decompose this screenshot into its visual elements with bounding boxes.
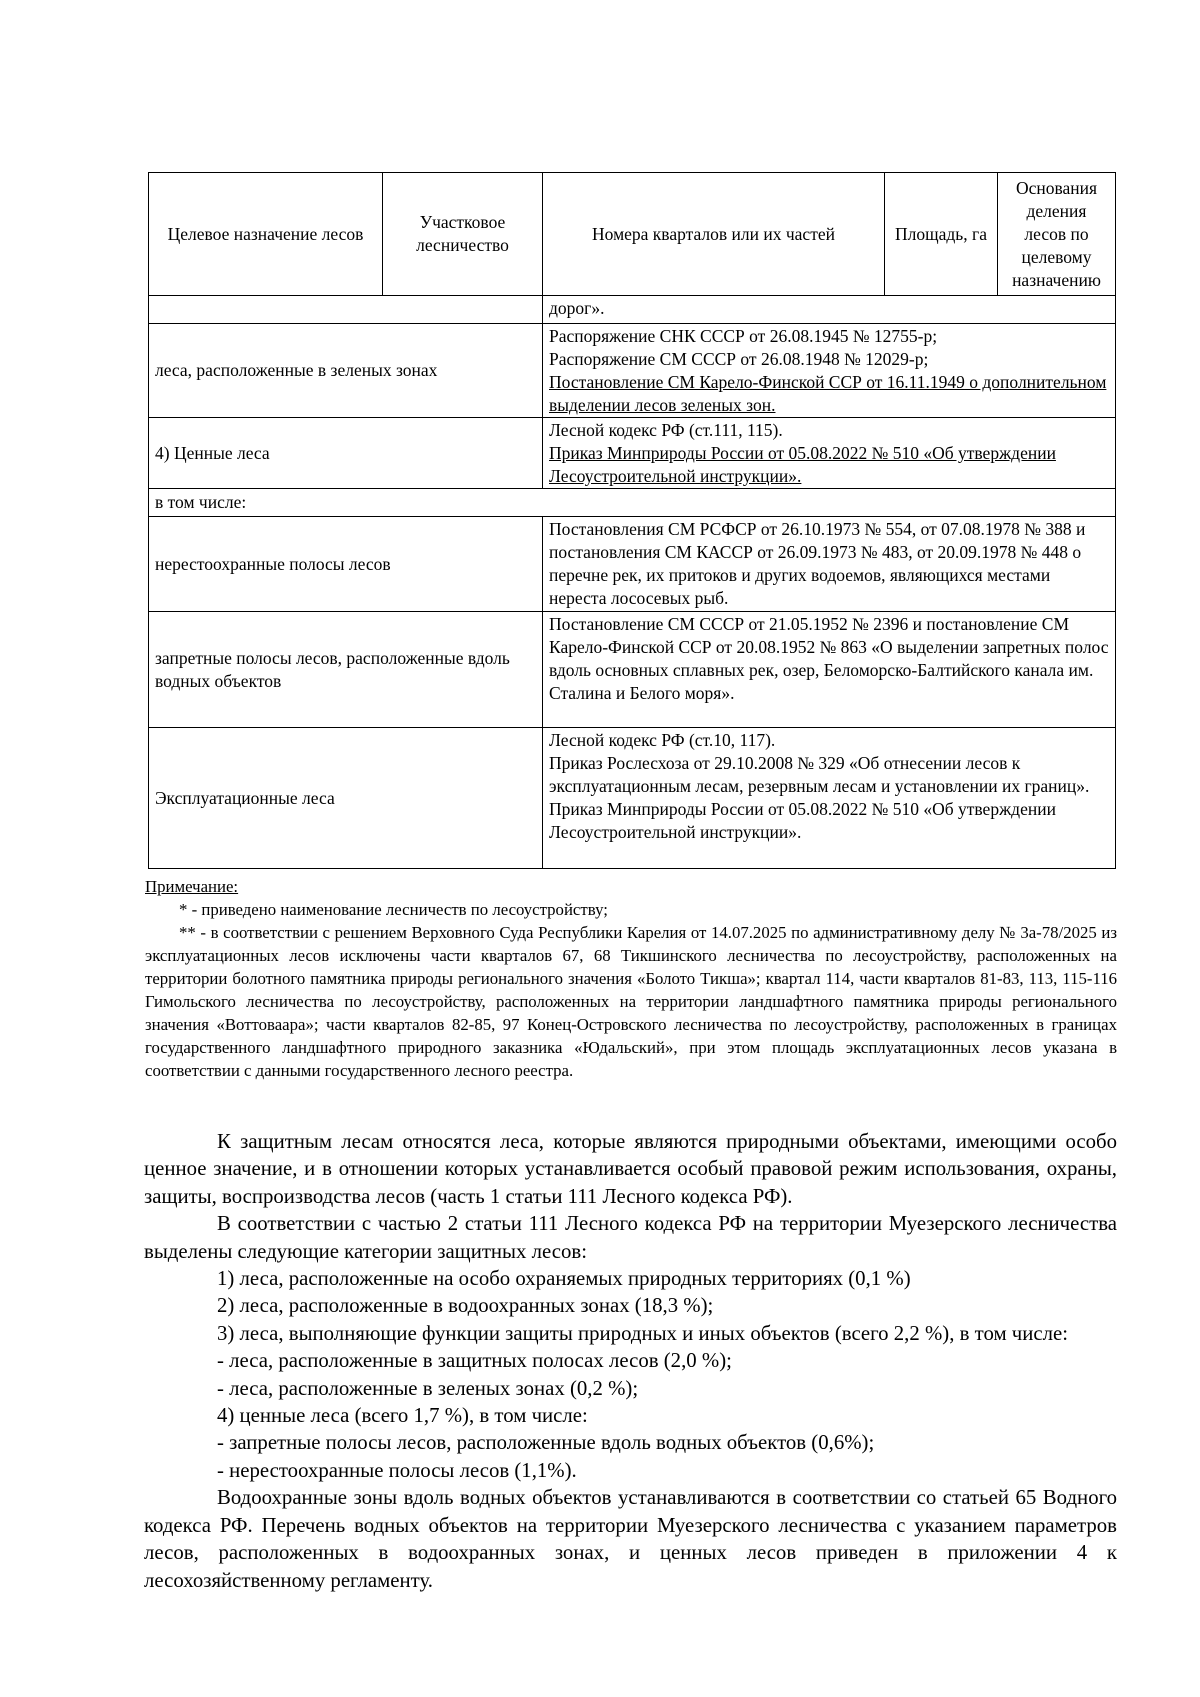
- list-item: 2) леса, расположенные в водоохранных зонах (18,3 %);: [217, 1294, 714, 1318]
- row-label: [149, 296, 543, 324]
- doc-line: Распоряжение СМ СССР от 26.08.1948 № 12029-р;: [549, 349, 929, 369]
- doc-line: Приказ Минприроды России от 05.08.2022 № 510 «Об утверждении Лесоустроительной инструкции».: [549, 443, 1056, 486]
- row-doc: [543, 418, 1116, 489]
- doc-line: Распоряжение СНК СССР от 26.08.1945 № 12755-р;: [549, 326, 938, 346]
- row-doc: [543, 728, 1116, 869]
- paragraph: Водоохранные зоны вдоль водных объектов устанавливаются в соответствии со статьей 65 Водного кодекса РФ. Перечень водных объектов на территории Муезерского лесничества с указанием параметров лесов, расположенных в водоохранных зонах, и ценных лесов приведен в приложении 4 к лесохозяйственному регламенту.: [144, 1486, 1117, 1592]
- table-notes: [145, 875, 1117, 1082]
- table-row: [149, 728, 1116, 869]
- list-item: - запретные полосы лесов, расположенные вдоль водных объектов (0,6%);: [217, 1431, 875, 1455]
- row-label: в том числе:: [149, 489, 1116, 517]
- table-row: [149, 612, 1116, 728]
- header-area: Площадь, га: [885, 173, 998, 296]
- row-label: запретные полосы лесов, расположенные вдоль водных объектов: [149, 612, 543, 728]
- header-quarters: Номера кварталов или их частей: [543, 173, 885, 296]
- row-label: Эксплуатационные леса: [149, 728, 543, 869]
- doc-line: дорог».: [549, 298, 605, 318]
- row-doc: [543, 612, 1116, 728]
- notes-title: Примечание:: [145, 877, 239, 896]
- doc-line: Постановления СМ РСФСР от 26.10.1973 № 554, от 07.08.1978 № 388 и постановления СМ КАССР от 26.09.1973 № 483, от 20.09.1978 № 448 о перечне рек, их притоков и других водоемов, являющихся местами нереста лососевых рыб.: [549, 519, 1086, 608]
- list-item: - леса, расположенные в зеленых зонах (0,2 %);: [217, 1376, 639, 1400]
- table-row: [149, 517, 1116, 612]
- body-text: [144, 1128, 1117, 1594]
- list-item: 1) леса, расположенные на особо охраняемых природных территориях (0,1 %): [217, 1267, 911, 1291]
- table-row: [149, 296, 1116, 324]
- doc-line: Лесной кодекс РФ (ст.111, 115).: [549, 420, 783, 440]
- doc-line: Постановление СМ Карело-Финской ССР от 16.11.1949 о дополнительном выделении лесов зеленых зон.: [549, 372, 1107, 415]
- doc-line: Приказ Рослесхоза от 29.10.2008 № 329 «Об отнесении лесов к эксплуатационным лесам, резервным лесам и установлении их границ».: [549, 753, 1090, 796]
- header-basis: Основания деления лесов по целевому назначению: [998, 173, 1116, 296]
- table-row: [149, 324, 1116, 418]
- forest-purpose-table: [148, 172, 1116, 869]
- note-item: * - приведено наименование лесничеств по лесоустройству;: [179, 900, 608, 919]
- doc-line: Лесной кодекс РФ (ст.10, 117).: [549, 730, 776, 750]
- row-label: леса, расположенные в зеленых зонах: [149, 324, 543, 418]
- row-doc: [543, 296, 1116, 324]
- paragraph: 3) леса, выполняющие функции защиты природных и иных объектов (всего 2,2 %), в том числе:: [217, 1321, 1069, 1345]
- list-item: - леса, расположенные в защитных полосах лесов (2,0 %);: [217, 1349, 732, 1373]
- table-header-row: [149, 173, 1116, 296]
- row-doc: [543, 517, 1116, 612]
- header-purpose: Целевое назначение лесов: [149, 173, 383, 296]
- header-district: Участковое лесничество: [383, 173, 543, 296]
- doc-line: Постановление СМ СССР от 21.05.1952 № 2396 и постановление СМ Карело-Финской ССР от 20.08.1952 № 863 «О выделении запретных полос вдоль основных сплавных рек, озер, Беломорско-Балтийского канала им. Сталина и Белого моря».: [549, 614, 1109, 703]
- paragraph: К защитным лесам относятся леса, которые являются природными объектами, имеющими особо ценное значение, и в отношении которых устанавливается особый правовой режим использования, охраны, защиты, воспроизводства лесов (часть 1 статьи 111 Лесного кодекса РФ).: [144, 1130, 1117, 1208]
- row-doc: [543, 324, 1116, 418]
- table-row: [149, 418, 1116, 489]
- table-row: [149, 489, 1116, 517]
- row-label: нерестоохранные полосы лесов: [149, 517, 543, 612]
- row-label: 4) Ценные леса: [149, 418, 543, 489]
- note-item: ** - в соответствии с решением Верховного Суда Республики Карелия от 14.07.2025 по административному делу № 3а-78/2025 из эксплуатационных лесов исключены части кварталов 67, 68 Тикшинского лесничества по лесоустройству, расположенных на территории болотного памятника природы регионального значения «Болото Тикша»; квартал 114, части кварталов 81-83, 113, 115-116 Гимольского лесничества по лесоустройству, расположенных на территории ландшафтного памятника природы регионального значения «Воттоваара»; части кварталов 82-85, 97 Конец-Островского лесничества по лесоустройству, расположенных в границах государственного ландшафтного природного заказника «Юдальский», при этом площадь эксплуатационных лесов указана в соответствии с данными государственного лесного реестра.: [145, 923, 1117, 1080]
- list-item: 4) ценные леса (всего 1,7 %), в том числе:: [217, 1404, 588, 1428]
- paragraph: В соответствии с частью 2 статьи 111 Лесного кодекса РФ на территории Муезерского лесничества выделены следующие категории защитных лесов:: [144, 1212, 1117, 1263]
- list-item: - нерестоохранные полосы лесов (1,1%).: [217, 1458, 577, 1482]
- doc-line: Приказ Минприроды России от 05.08.2022 № 510 «Об утверждении Лесоустроительной инструкции».: [549, 799, 1056, 842]
